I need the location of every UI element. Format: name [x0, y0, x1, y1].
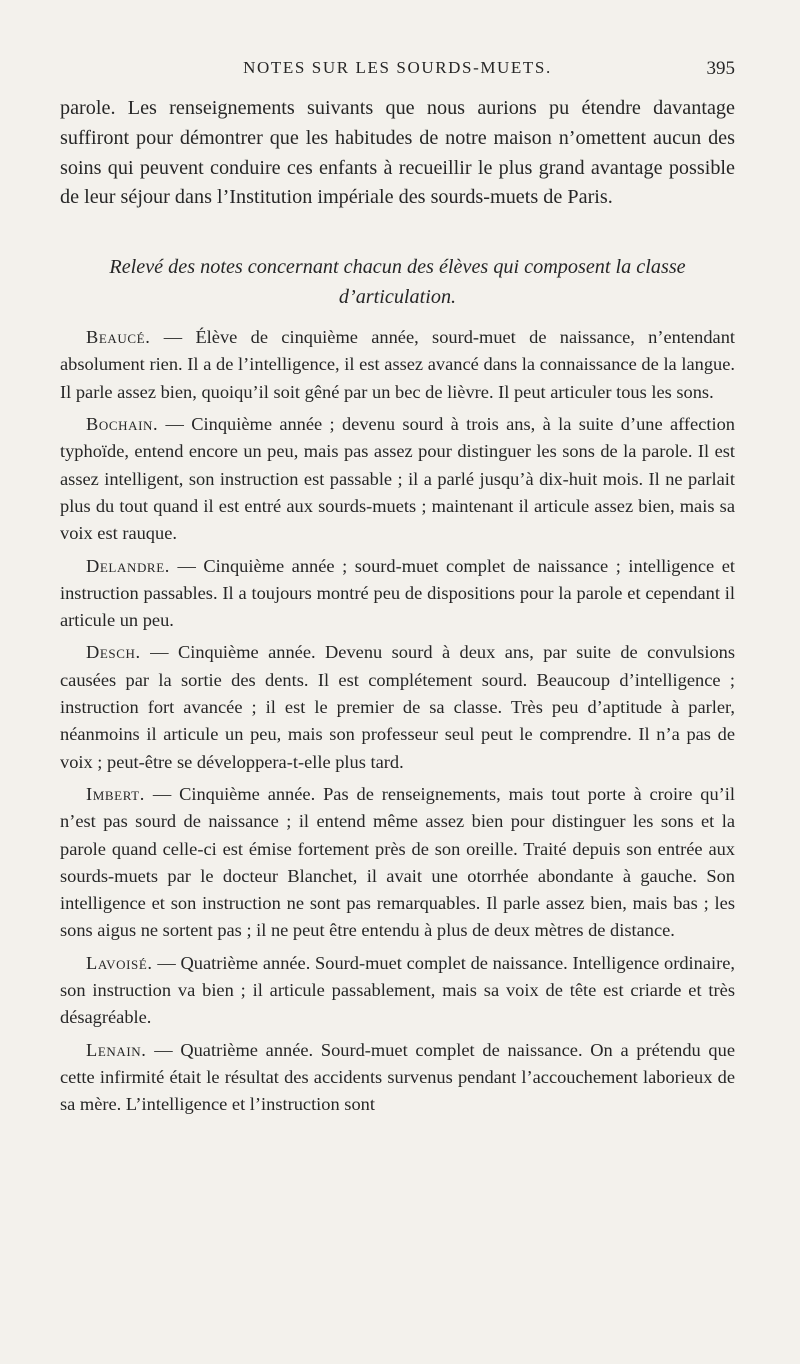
running-title: NOTES SUR LES SOURDS-MUETS.	[243, 58, 552, 77]
student-note: — Cinquième année. Pas de renseignements, mais tout porte à croire qu’il n’est pas sourd de naissance ; il entend même assez bien pour distinguer les sons et la parole quand celle-ci est émise fortement près de son oreille. Traité depuis son entrée aux sourds-muets par le docteur Blanchet, il avait une otorrhée abondante à gauche. Son intelligence et son instruction ne sont pas remarquables. Il parle assez bien, mais bas ; les sons aigus ne sortent pas ; il ne peut être entendu à plus de deux mètres de distance.	[60, 783, 735, 941]
student-name: Lenain.	[86, 1039, 147, 1060]
student-entry-imbert	[60, 781, 735, 945]
student-entry-lavoise	[60, 950, 735, 1032]
section-heading: Relevé des notes concernant chacun des élèves qui composent la classe d’articulation.	[109, 256, 686, 308]
student-note: — Cinquième année ; sourd-muet complet de naissance ; intelligence et instruction passables. Il a toujours montré peu de dispositions pour la parole et cependant il articule un peu.	[60, 555, 735, 631]
student-entry-desch	[60, 639, 735, 775]
student-name: Lavoisé.	[86, 952, 153, 973]
student-note: — Cinquième année. Devenu sourd à deux ans, par suite de convulsions causées par la sortie des dents. Il est complétement sourd. Beaucoup d’intelligence ; instruction fort avancée ; il est le premier de sa classe. Très peu d’aptitude à parler, néanmoins il articule un peu, mais son professeur seul peut le comprendre. Il n’a pas de voix ; peut-être se développera-t-elle plus tard.	[60, 642, 735, 772]
student-note: — Cinquième année ; devenu sourd à trois ans, à la suite d’une affection typhoïde, entend encore un peu, mais pas assez pour distinguer les sons de la parole. Il est assez intelligent, son instruction est passable ; il a parlé jusqu’à dix-huit mois. Il ne parlait plus du tout quand il est entré aux sourds-muets ; maintenant il articule assez bien, mais sa voix est rauque.	[60, 414, 735, 544]
student-name: Desch.	[86, 642, 141, 663]
student-entry-delandre	[60, 553, 735, 635]
student-name: Delandre.	[86, 555, 170, 576]
intro-paragraph: parole. Les renseignements suivants que nous aurions pu étendre davantage suffiront pour démontrer que les habitudes de notre maison n’omettent aucun des soins qui peuvent conduire ces enfants à recueillir le plus grand avantage possible de leur séjour dans l’Institution impériale des sourds-muets de Paris.	[60, 97, 735, 209]
student-note: — Quatrième année. Sourd-muet complet de naissance. On a prétendu que cette infirmité était le résultat des accidents survenus pendant l’accouchement laborieux de sa mère. L’intelligence et l’instruction sont	[60, 1039, 735, 1115]
student-entry-beauce	[60, 324, 735, 406]
student-name: Beaucé.	[86, 327, 151, 348]
student-note: — Élève de cinquième année, sourd-muet de naissance, n’entendant absolument rien. Il a de l’intelligence, il est assez avancé dans la connaissance de la langue. Il parle assez bien, quoiqu’il soit gêné par un bec de lièvre. Il peut articuler tous les sons.	[60, 327, 735, 402]
page-number: 395	[706, 58, 735, 79]
book-page	[60, 58, 735, 1119]
student-entry-lenain	[60, 1037, 735, 1119]
running-head	[60, 58, 735, 88]
student-name: Bochain.	[86, 414, 159, 435]
student-name: Imbert.	[86, 783, 145, 804]
student-entry-bochain	[60, 411, 735, 547]
student-note: — Quatrième année. Sourd-muet complet de naissance. Intelligence ordinaire, son instruction va bien ; il articule passablement, mais sa voix de tête est criarde et très désagréable.	[60, 952, 735, 1028]
